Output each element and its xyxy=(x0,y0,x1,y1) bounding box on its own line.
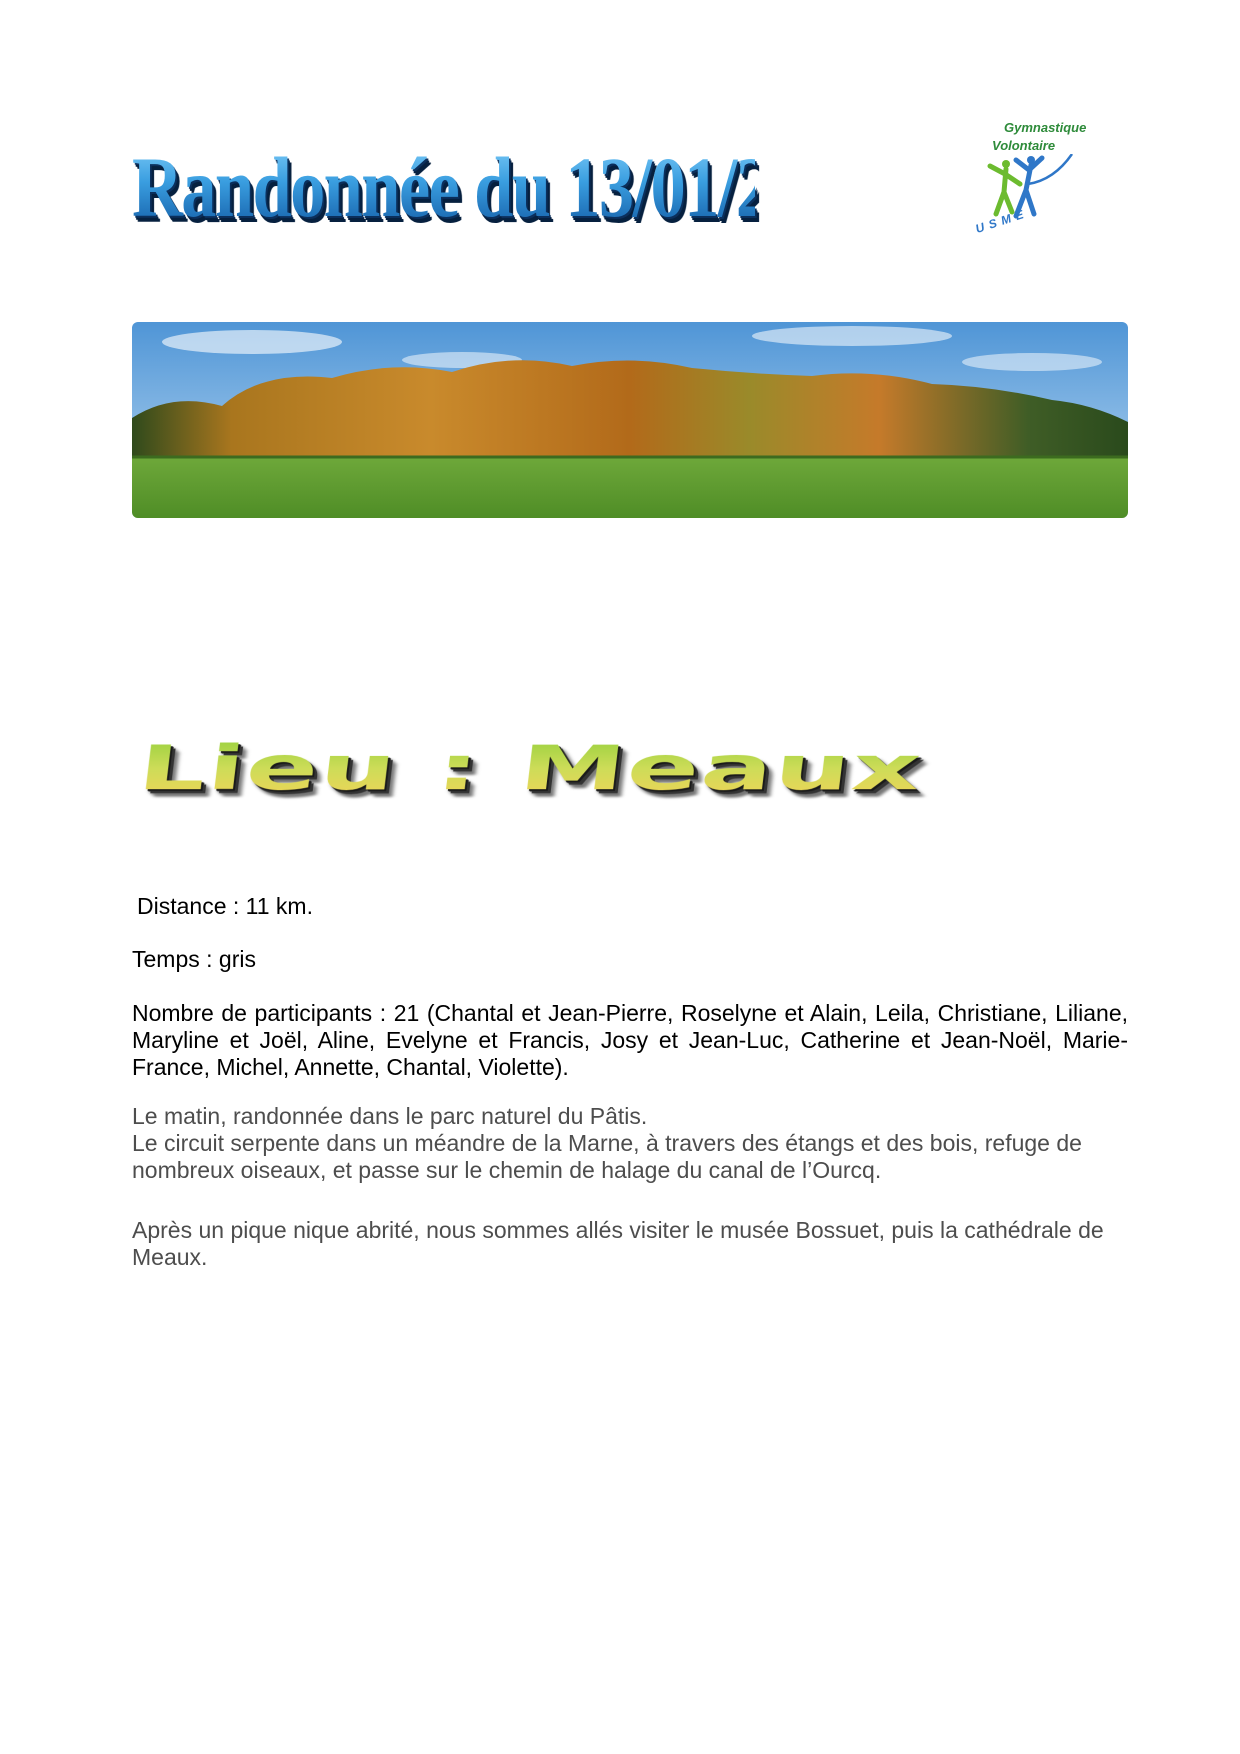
weather-text: Temps : gris xyxy=(132,946,256,972)
logo-text-volontaire: Volontaire xyxy=(992,138,1056,153)
logo-text-gymnastique: Gymnastique xyxy=(1004,120,1087,135)
distance-text: Distance : 11 km. xyxy=(137,893,313,919)
circuit-text: Le circuit serpente dans un méandre de la Marne, à travers des étangs et des bois, refuge de nombreux oiseaux, et passe sur le chemin de halage du canal de l’Ourcq. xyxy=(132,1130,1082,1183)
afternoon-text: Après un pique nique abrité, nous sommes allés visiter le musée Bossuet, puis la cathédrale de Meaux. xyxy=(132,1217,1104,1270)
logo-letters: USME xyxy=(973,205,1030,236)
forest-banner-image xyxy=(132,322,1128,518)
page-title: Randonnée du 13/01/2019 xyxy=(132,132,755,242)
club-logo xyxy=(968,118,1086,254)
participants-text: Nombre de participants : 21 (Chantal et Jean-Pierre, Roselyne et Alain, Leila, Christiane, Liliane, Maryline et Joël, Aline, Evelyne et Francis, Josy et Jean-Luc, Catherine et Jean-Noël, Marie-France, Michel, Annette, Chantal, Violette). xyxy=(132,1000,1128,1080)
place-title: Lieu : Meaux xyxy=(134,731,1123,806)
morning-text: Le matin, randonnée dans le parc naturel du Pâtis. xyxy=(132,1103,648,1129)
